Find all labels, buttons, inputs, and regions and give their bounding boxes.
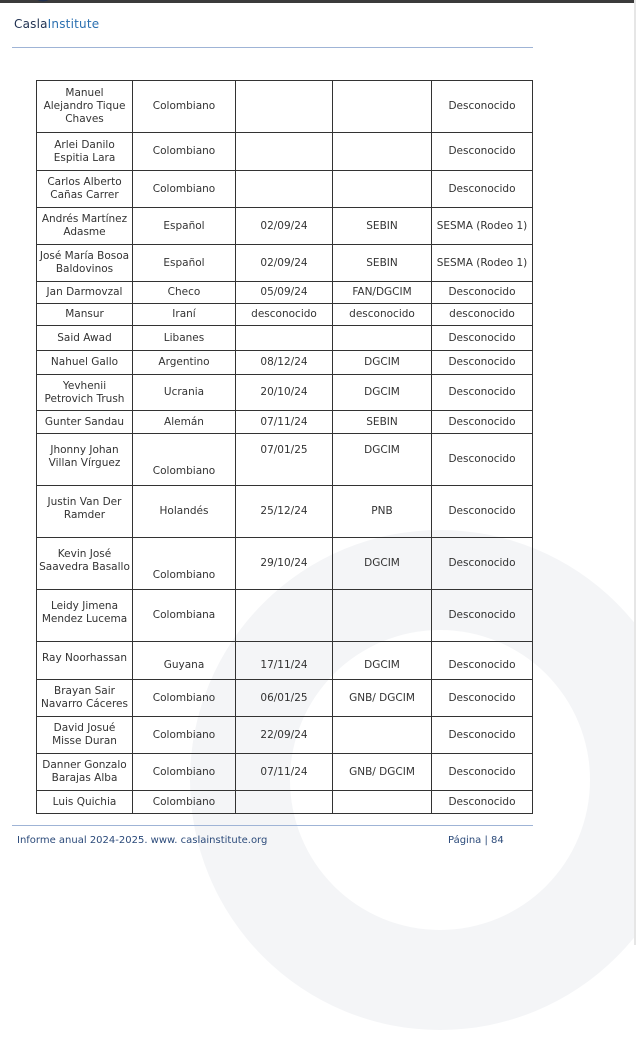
cell-agency: SEBIN — [333, 208, 432, 245]
cell-name: Carlos Alberto Cañas Carrer — [37, 171, 133, 208]
cell-nationality: Guyana — [133, 642, 236, 680]
cell-location: Desconocido — [432, 791, 533, 814]
cell-nationality: Checo — [133, 282, 236, 304]
cell-date — [236, 133, 333, 171]
logo-wordmark-part1: Casla — [14, 17, 48, 31]
table-row — [37, 208, 533, 245]
cell-date: 25/12/24 — [236, 486, 333, 538]
cell-nationality: Colombiano — [133, 680, 236, 717]
logo-wordmark — [14, 17, 99, 31]
table-row — [37, 326, 533, 351]
cell-nationality: Ucrania — [133, 375, 236, 411]
cell-nationality: Colombiana — [133, 590, 236, 642]
cell-agency: desconocido — [333, 304, 432, 326]
cell-name: Jan Darmovzal — [37, 282, 133, 304]
cell-nationality: Español — [133, 208, 236, 245]
table-row — [37, 245, 533, 282]
cell-name: Kevin José Saavedra Basallo — [37, 538, 133, 590]
cell-location: Desconocido — [432, 538, 533, 590]
cell-nationality: Alemán — [133, 411, 236, 434]
detainees-table — [36, 80, 533, 814]
table-row — [37, 282, 533, 304]
cell-location: Desconocido — [432, 590, 533, 642]
cell-nationality: Colombiano — [133, 81, 236, 133]
cell-agency: SEBIN — [333, 411, 432, 434]
footer-page-number: Página | 84 — [448, 835, 504, 846]
cell-date: 07/11/24 — [236, 754, 333, 791]
cell-agency — [333, 171, 432, 208]
cell-agency — [333, 717, 432, 754]
cell-location: Desconocido — [432, 680, 533, 717]
cell-date: 05/09/24 — [236, 282, 333, 304]
cell-agency: FAN/DGCIM — [333, 282, 432, 304]
cell-name: José María Bosoa Baldovinos — [37, 245, 133, 282]
cell-nationality: Holandés — [133, 486, 236, 538]
cell-nationality: Colombiano — [133, 717, 236, 754]
cell-nationality: Colombiano — [133, 754, 236, 791]
cell-location: Desconocido — [432, 434, 533, 486]
table-row — [37, 642, 533, 680]
cell-location: Desconocido — [432, 717, 533, 754]
cell-location: Desconocido — [432, 754, 533, 791]
cell-name: Jhonny Johan Villan Vírguez — [37, 434, 133, 486]
cell-name: Brayan Sair Navarro Cáceres — [37, 680, 133, 717]
cell-location: Desconocido — [432, 375, 533, 411]
cell-nationality: Colombiano — [133, 434, 236, 486]
cell-location: Desconocido — [432, 642, 533, 680]
cell-name: Justin Van Der Ramder — [37, 486, 133, 538]
cell-name: Mansur — [37, 304, 133, 326]
footer-divider — [12, 825, 533, 826]
cell-agency: DGCIM — [333, 375, 432, 411]
cell-nationality: Español — [133, 245, 236, 282]
cell-agency: DGCIM — [333, 538, 432, 590]
cell-date: 20/10/24 — [236, 375, 333, 411]
cell-location: Desconocido — [432, 133, 533, 171]
logo-wordmark-part2: Institute — [47, 17, 100, 31]
cell-nationality: Colombiano — [133, 171, 236, 208]
logo-ring-icon — [30, 0, 56, 10]
cell-name: David Josué Misse Duran — [37, 717, 133, 754]
cell-agency: DGCIM — [333, 642, 432, 680]
cell-name: Yevhenii Petrovich Trush — [37, 375, 133, 411]
cell-nationality: Libanes — [133, 326, 236, 351]
cell-agency: GNB/ DGCIM — [333, 754, 432, 791]
table-row — [37, 791, 533, 814]
cell-agency — [333, 791, 432, 814]
table-row — [37, 538, 533, 590]
footer-report-link[interactable]: Informe anual 2024-2025. www. caslainstitute.org — [17, 835, 268, 846]
table-row — [37, 590, 533, 642]
cell-date: 17/11/24 — [236, 642, 333, 680]
cell-date: 07/11/24 — [236, 411, 333, 434]
cell-nationality: Argentino — [133, 351, 236, 375]
header-divider — [12, 47, 533, 48]
cell-nationality: Colombiano — [133, 133, 236, 171]
table-row — [37, 717, 533, 754]
cell-name: Ray Noorhassan — [37, 642, 133, 680]
cell-date — [236, 791, 333, 814]
cell-date: 07/01/25 — [236, 434, 333, 486]
cell-agency: DGCIM — [333, 434, 432, 486]
cell-location: Desconocido — [432, 411, 533, 434]
cell-location: SESMA (Rodeo 1) — [432, 208, 533, 245]
cell-date: 02/09/24 — [236, 245, 333, 282]
cell-name: Nahuel Gallo — [37, 351, 133, 375]
table-row — [37, 680, 533, 717]
cell-location: desconocido — [432, 304, 533, 326]
cell-agency — [333, 590, 432, 642]
cell-location: Desconocido — [432, 486, 533, 538]
cell-date: 29/10/24 — [236, 538, 333, 590]
cell-date — [236, 590, 333, 642]
table-row — [37, 304, 533, 326]
cell-name: Luis Quichia — [37, 791, 133, 814]
cell-name: Manuel Alejandro Tique Chaves — [37, 81, 133, 133]
table-row — [37, 133, 533, 171]
casla-logo — [12, 0, 132, 40]
cell-date: desconocido — [236, 304, 333, 326]
cell-agency: PNB — [333, 486, 432, 538]
table-row — [37, 171, 533, 208]
table-row — [37, 375, 533, 411]
table-row — [37, 434, 533, 486]
table-row — [37, 486, 533, 538]
cell-agency — [333, 81, 432, 133]
cell-date: 22/09/24 — [236, 717, 333, 754]
cell-name: Gunter Sandau — [37, 411, 133, 434]
cell-nationality: Iraní — [133, 304, 236, 326]
cell-nationality: Colombiano — [133, 791, 236, 814]
cell-name: Andrés Martínez Adasme — [37, 208, 133, 245]
cell-name: Danner Gonzalo Barajas Alba — [37, 754, 133, 791]
cell-location: Desconocido — [432, 282, 533, 304]
cell-agency — [333, 326, 432, 351]
cell-date — [236, 81, 333, 133]
cell-date: 08/12/24 — [236, 351, 333, 375]
cell-agency: DGCIM — [333, 351, 432, 375]
cell-location: Desconocido — [432, 326, 533, 351]
table-row — [37, 754, 533, 791]
cell-agency: SEBIN — [333, 245, 432, 282]
cell-agency: GNB/ DGCIM — [333, 680, 432, 717]
cell-location: Desconocido — [432, 81, 533, 133]
cell-location: Desconocido — [432, 351, 533, 375]
cell-location: SESMA (Rodeo 1) — [432, 245, 533, 282]
cell-nationality: Colombiano — [133, 538, 236, 590]
cell-name: Leidy Jimena Mendez Lucema — [37, 590, 133, 642]
cell-name: Said Awad — [37, 326, 133, 351]
cell-agency — [333, 133, 432, 171]
table-row — [37, 81, 533, 133]
table-row — [37, 351, 533, 375]
cell-date: 02/09/24 — [236, 208, 333, 245]
cell-date: 06/01/25 — [236, 680, 333, 717]
table-row — [37, 411, 533, 434]
cell-date — [236, 171, 333, 208]
cell-name: Arlei Danilo Espitia Lara — [37, 133, 133, 171]
cell-date — [236, 326, 333, 351]
cell-location: Desconocido — [432, 171, 533, 208]
